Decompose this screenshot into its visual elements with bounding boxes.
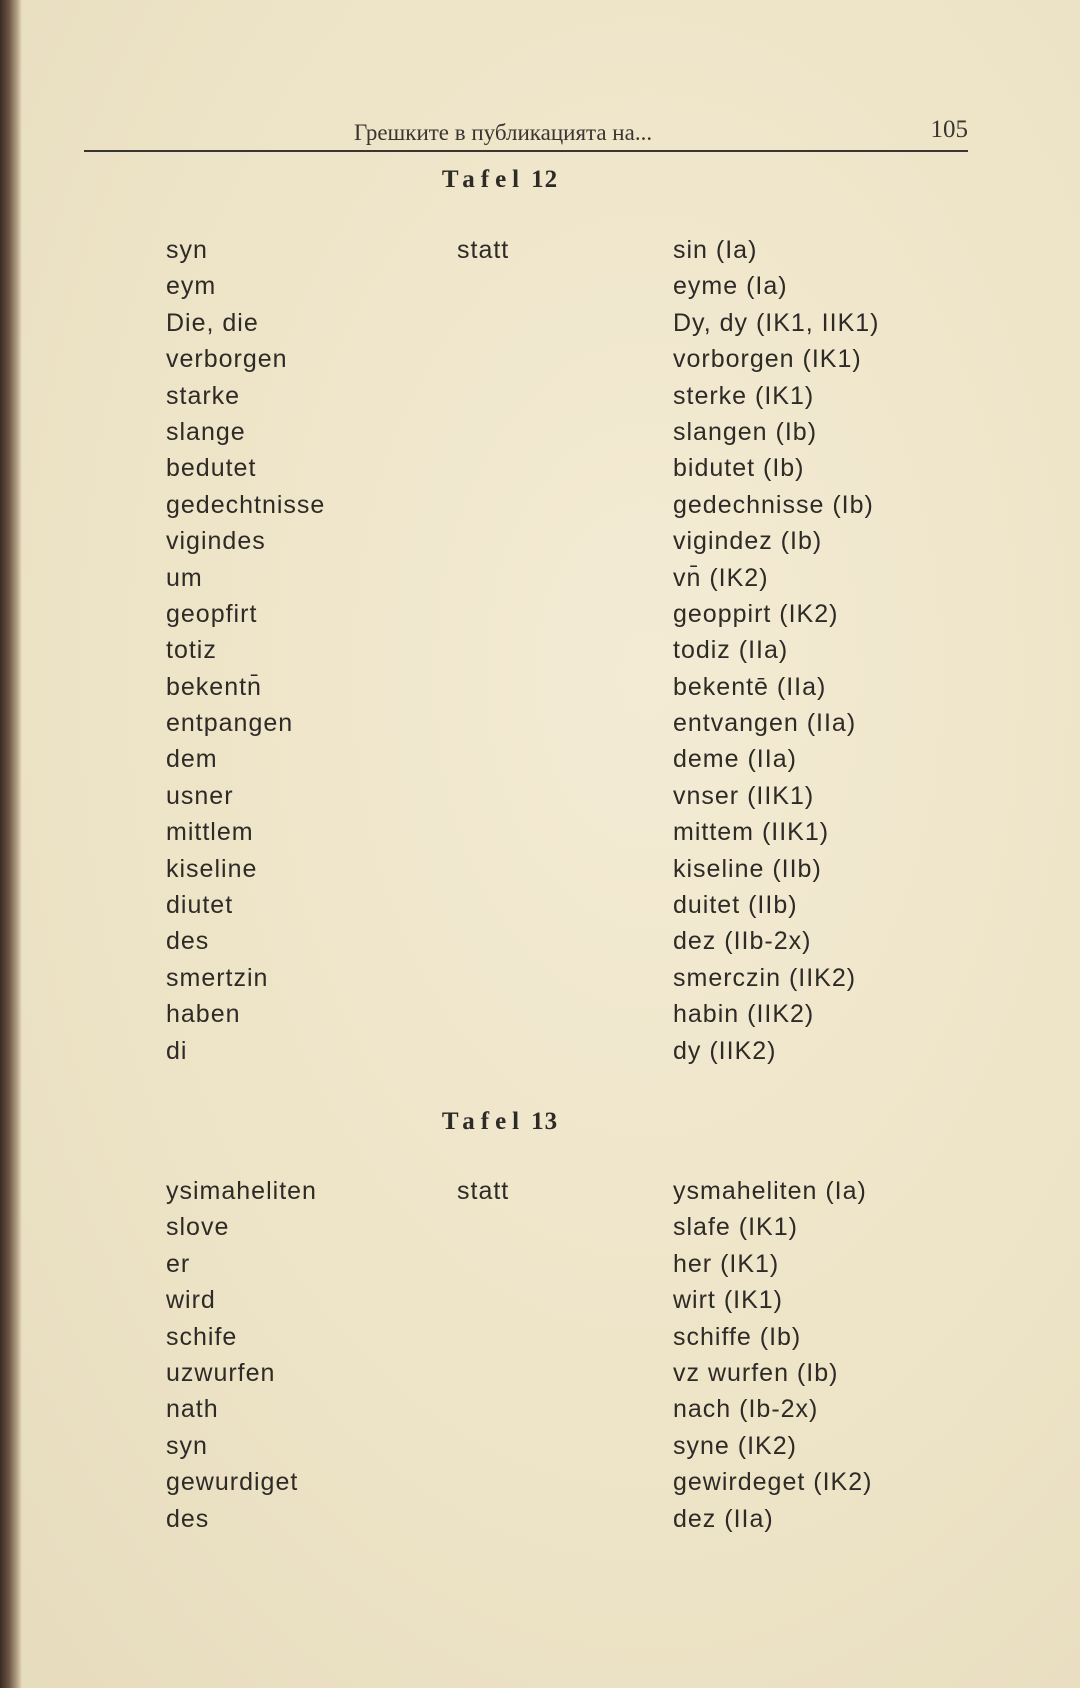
erroneous-form: gewurdiget — [166, 1468, 299, 1497]
erroneous-form: di — [166, 1036, 188, 1065]
table-row — [0, 309, 1080, 345]
erroneous-form: er — [166, 1249, 191, 1278]
tafel-heading-13 — [0, 1108, 1000, 1136]
table-row — [0, 1286, 1080, 1322]
erroneous-form: bekentn̄ — [166, 672, 262, 701]
erroneous-form: gedechtnisse — [166, 490, 326, 519]
table-row — [0, 418, 1080, 454]
statt-label: statt — [457, 236, 510, 264]
table-row — [0, 345, 1080, 381]
correct-form: ysmaheliten (Ia) — [673, 1177, 867, 1205]
tafel-heading-label: Tafel — [441, 1108, 526, 1135]
correct-form: vn̄ (IK2) — [673, 563, 769, 592]
correct-form: slangen (Ib) — [673, 417, 818, 446]
correct-form: vorborgen (IK1) — [673, 345, 862, 374]
erroneous-form: nath — [166, 1395, 219, 1424]
erroneous-form: kiseline — [166, 854, 258, 883]
correct-form: gedechnisse (Ib) — [673, 490, 874, 519]
erroneous-form: syn — [166, 236, 208, 264]
erroneous-form: slange — [166, 417, 246, 446]
correct-form: vnser (IIK1) — [673, 781, 815, 810]
table-row — [0, 236, 1080, 272]
correct-form: geoppirt (IK2) — [673, 599, 839, 628]
erroneous-form: smertzin — [166, 963, 269, 992]
erroneous-form: wird — [166, 1286, 216, 1315]
correct-form: syne (IK2) — [673, 1431, 797, 1460]
correct-form: entvangen (IIa) — [673, 709, 857, 738]
erroneous-form: des — [166, 927, 210, 956]
correct-form: sin (Ia) — [673, 236, 758, 264]
tafel-heading-number: 12 — [531, 166, 559, 193]
page-number: 105 — [930, 116, 968, 143]
correct-form: dy (IIK2) — [673, 1036, 777, 1065]
running-title: Грешките в публикацията на... — [354, 120, 653, 145]
table-row — [0, 382, 1080, 418]
table-row — [0, 964, 1080, 1000]
header-rule — [84, 150, 968, 152]
erroneous-form: eym — [166, 272, 217, 301]
table-row — [0, 927, 1080, 963]
erroneous-form: schife — [166, 1322, 238, 1351]
erroneous-form: slove — [166, 1213, 230, 1242]
correct-form: slafe (IK1) — [673, 1213, 798, 1242]
correct-form: duitet (IIb) — [673, 891, 798, 920]
statt-label: statt — [457, 1177, 510, 1205]
correct-form: vigindez (Ib) — [673, 527, 823, 556]
table-row — [0, 745, 1080, 781]
erroneous-form: starke — [166, 381, 241, 410]
erroneous-form: entpangen — [166, 709, 294, 738]
table-row — [0, 709, 1080, 745]
page-header — [84, 112, 968, 152]
table-row — [0, 272, 1080, 308]
correct-form: bidutet (Ib) — [673, 454, 805, 483]
table-row — [0, 600, 1080, 636]
table-row — [0, 636, 1080, 672]
erroneous-form: usner — [166, 781, 234, 810]
tafel-heading-number: 13 — [531, 1108, 559, 1135]
correct-form: deme (IIa) — [673, 745, 797, 774]
erroneous-form: ysimaheliten — [166, 1177, 317, 1205]
correct-form: vz wurfen (Ib) — [673, 1358, 839, 1387]
table-row — [0, 1432, 1080, 1468]
correct-form: schiffe (Ib) — [673, 1322, 802, 1351]
table-row — [0, 1000, 1080, 1036]
table-row — [0, 818, 1080, 854]
table-row — [0, 855, 1080, 891]
erroneous-form: syn — [166, 1431, 208, 1460]
table-row — [0, 1505, 1080, 1541]
table-row — [0, 673, 1080, 709]
correct-form: habin (IIK2) — [673, 1000, 815, 1029]
erroneous-form: vigindes — [166, 527, 266, 556]
erroneous-form: des — [166, 1504, 210, 1533]
correct-form: dez (IIa) — [673, 1504, 774, 1533]
correct-form: kiseline (IIb) — [673, 854, 822, 883]
table-row — [0, 1213, 1080, 1249]
erroneous-form: diutet — [166, 891, 234, 920]
correct-form: bekentē (IIa) — [673, 672, 827, 701]
tafel-heading-12 — [0, 166, 1000, 194]
erroneous-form: uzwurfen — [166, 1358, 276, 1387]
correct-form: sterke (IK1) — [673, 381, 815, 410]
erroneous-form: verborgen — [166, 345, 288, 374]
erroneous-form: Die, die — [166, 308, 259, 337]
correct-form: smerczin (IIK2) — [673, 963, 857, 992]
tafel-heading-label: Tafel — [441, 166, 526, 193]
correct-form: mittem (IIK1) — [673, 818, 830, 847]
table-row — [0, 891, 1080, 927]
table-row — [0, 454, 1080, 490]
table-row — [0, 527, 1080, 563]
correct-form: her (IK1) — [673, 1249, 780, 1278]
tafel-12-table — [0, 236, 1080, 1073]
table-row — [0, 782, 1080, 818]
table-row — [0, 1177, 1080, 1213]
erroneous-form: dem — [166, 745, 218, 774]
erroneous-form: um — [166, 563, 203, 592]
correct-form: todiz (IIa) — [673, 636, 789, 665]
table-row — [0, 1037, 1080, 1073]
correct-form: dez (IIb-2x) — [673, 927, 812, 956]
correct-form: Dy, dy (IK1, IIK1) — [673, 308, 880, 337]
table-row — [0, 1359, 1080, 1395]
erroneous-form: mittlem — [166, 818, 254, 847]
correct-form: gewirdeget (IK2) — [673, 1468, 873, 1497]
erroneous-form: bedutet — [166, 454, 257, 483]
table-row — [0, 564, 1080, 600]
table-row — [0, 1468, 1080, 1504]
erroneous-form: geopfirt — [166, 599, 258, 628]
table-row — [0, 1323, 1080, 1359]
tafel-13-table — [0, 1177, 1080, 1541]
table-row — [0, 491, 1080, 527]
erroneous-form: haben — [166, 1000, 241, 1029]
correct-form: nach (Ib-2x) — [673, 1395, 819, 1424]
correct-form: wirt (IK1) — [673, 1286, 783, 1315]
correct-form: eyme (Ia) — [673, 272, 788, 301]
table-row — [0, 1250, 1080, 1286]
table-row — [0, 1395, 1080, 1431]
erroneous-form: totiz — [166, 636, 217, 665]
